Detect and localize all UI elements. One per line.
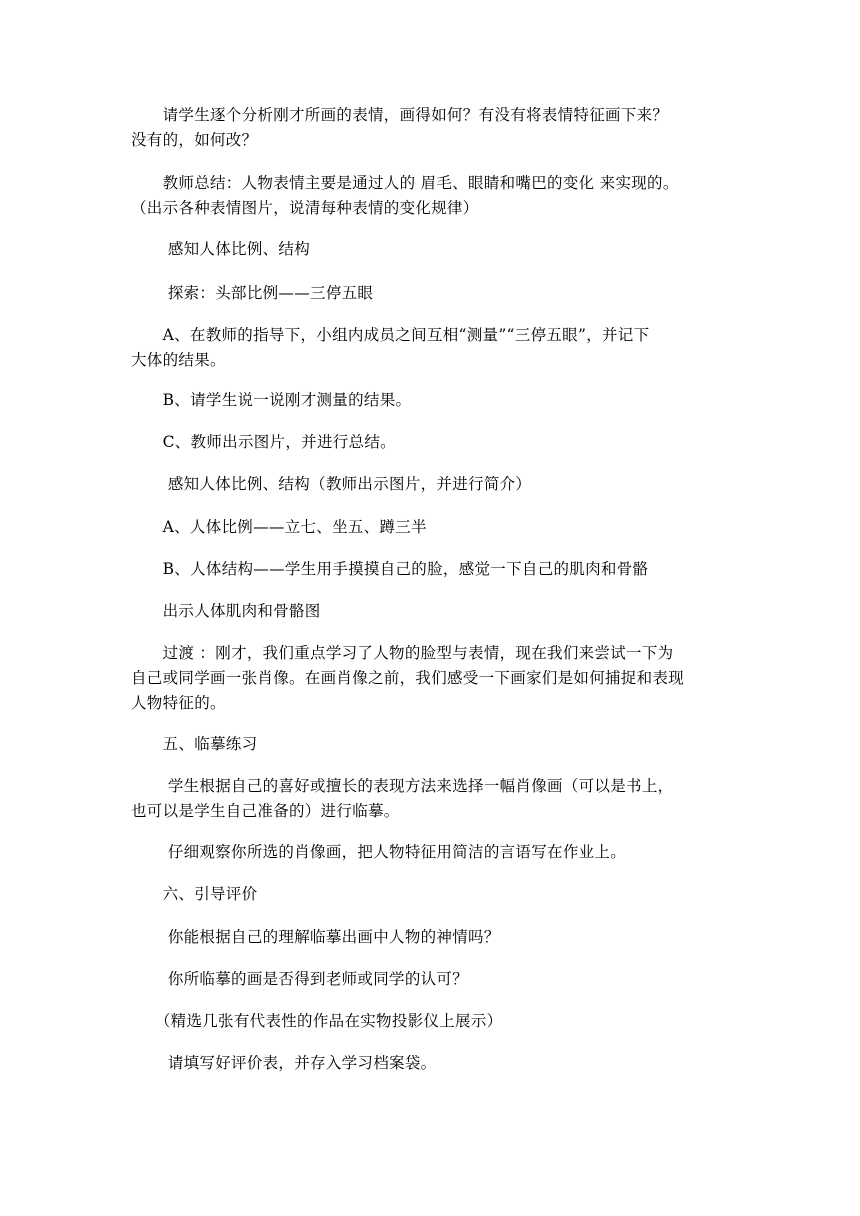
paragraph-step-b-report (131, 388, 733, 413)
paragraph-showcase-works (131, 1009, 733, 1034)
text-line: 过渡 ：刚才，我们重点学习了人物的脸型与表情，现在我们来尝试一下为 (131, 644, 674, 662)
text-line: （出示各种表情图片，说清每种表情的变化规律） (131, 199, 479, 217)
paragraph-choose-portrait (131, 774, 733, 824)
text-line: B、请学生说一说刚才测量的结果。 (131, 391, 412, 409)
text-line: 六、引导评价 (131, 885, 258, 903)
text-line: 大体的结果。 (131, 351, 226, 369)
text-line: 人物特征的。 (131, 694, 226, 712)
text-line: 你能根据自己的理解临摹出画中人物的神情吗？ (131, 928, 500, 946)
paragraph-analyze-expressions (131, 103, 733, 153)
paragraph-question-recognition (131, 967, 733, 992)
text-line: 感知人体比例、结构（教师出示图片，并进行简介） (131, 475, 532, 493)
text-line: 五、临摹练习 (131, 735, 258, 753)
text-line: （精选几张有代表性的作品在实物投影仪上展示） (131, 1012, 503, 1030)
paragraph-teacher-summary (131, 171, 733, 221)
paragraph-transition (131, 641, 733, 716)
text-line: 请学生逐个分析刚才所画的表情，画得如何？有没有将表情特征画下来？ (131, 106, 669, 124)
paragraph-body-ratio (131, 515, 733, 540)
section-heading-copy-practice (131, 732, 733, 757)
paragraph-question-expression (131, 925, 733, 950)
text-line: 仔细观察你所选的肖像画，把人物特征用简洁的言语写在作业上。 (131, 843, 627, 861)
paragraph-explore-head-proportion (131, 281, 733, 306)
paragraph-observe-portrait (131, 840, 733, 865)
text-line: 自己或同学画一张肖像。在画肖像之前，我们感受一下画家们是如何捕捉和表现 (131, 669, 685, 687)
text-line: 你所临摹的画是否得到老师或同学的认可？ (131, 970, 469, 988)
text-line: 学生根据自己的喜好或擅长的表现方法来选择一幅肖像画（可以是书上， (131, 777, 674, 795)
text-line: 没有的，如何改？ (131, 131, 258, 149)
paragraph-fill-evaluation-form (131, 1051, 733, 1076)
paragraph-step-c-summary (131, 430, 733, 455)
paragraph-body-structure (131, 557, 733, 582)
text-line: B、人体结构——学生用手摸摸自己的脸，感觉一下自己的肌肉和骨骼 (131, 560, 649, 578)
text-line: 探索：头部比例——三停五眼 (131, 284, 374, 302)
text-line: 请填写好评价表，并存入学习档案袋。 (131, 1054, 437, 1072)
text-line: C、教师出示图片，并进行总结。 (131, 433, 396, 451)
text-line: 出示人体肌肉和骨骼图 (131, 602, 321, 620)
paragraph-step-a-measure (131, 323, 733, 373)
text-line: A、人体比例——立七、坐五、蹲三半 (131, 518, 427, 536)
paragraph-show-muscle-chart (131, 599, 733, 624)
text-line: 也可以是学生自己准备的）进行临摹。 (131, 802, 400, 820)
paragraph-body-proportion-heading (131, 237, 733, 262)
text-line: 教师总结：人物表情主要是通过人的 眉毛、眼睛和嘴巴的变化 来实现的。 (131, 174, 679, 192)
text-line: A、在教师的指导下，小组内成员之间互相“测量”“三停五眼”，并记下 (131, 326, 650, 344)
text-line: 感知人体比例、结构 (131, 240, 311, 258)
section-heading-guided-evaluation (131, 882, 733, 907)
paragraph-body-proportion-intro (131, 472, 733, 497)
